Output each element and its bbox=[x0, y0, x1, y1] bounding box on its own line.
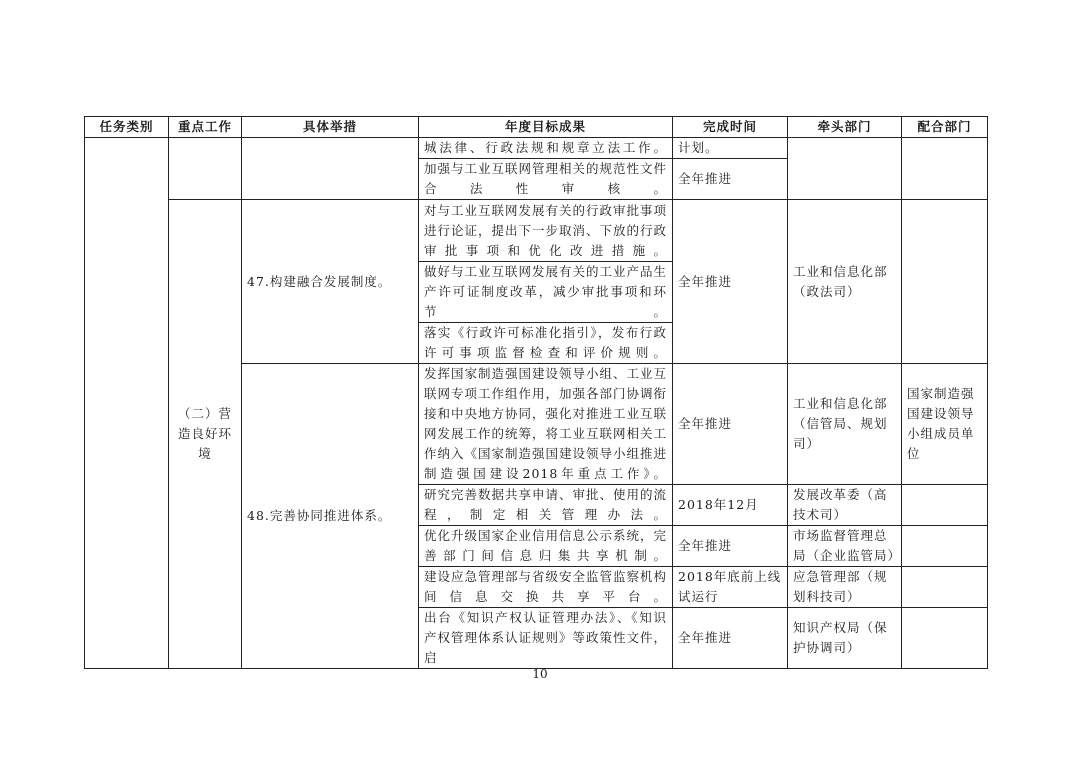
goal-cell: 发挥国家制造强国建设领导小组、工业互联网专项工作组作用，加强各部门协调衔接和中央地方协同，强化对推进工业互联网发展工作的统筹，将工业互联网相关工作纳入《国家制造强国建设领导小组推进制造强国建设2018年重点工作》。 bbox=[419, 364, 673, 485]
header-completion-time: 完成时间 bbox=[673, 117, 788, 138]
measure-47-cell: 47.构建融合发展制度。 bbox=[242, 200, 419, 364]
table-header-row bbox=[85, 117, 988, 138]
header-specific-measures: 具体举措 bbox=[242, 117, 419, 138]
lead-cell: 发展改革委（高技术司） bbox=[788, 485, 902, 526]
measure-cell bbox=[242, 138, 419, 200]
coop-cell bbox=[902, 608, 988, 669]
time-cell: 全年推进 bbox=[673, 200, 788, 364]
goal-cell: 城法律、行政法规和规章立法工作。 bbox=[419, 138, 673, 159]
goal-cell: 出台《知识产权认证管理办法》、《知识产权管理体系认证规则》等政策性文件，启 bbox=[419, 608, 673, 669]
goal-cell: 做好与工业互联网发展有关的工业产品生产许可证制度改革，减少审批事项和环节。 bbox=[419, 262, 673, 323]
lead-cell: 工业和信息化部（政法司） bbox=[788, 200, 902, 364]
time-cell: 全年推进 bbox=[673, 364, 788, 485]
coop-cell: 国家制造强国建设领导小组成员单位 bbox=[902, 364, 988, 485]
key-work-cell-environment: （二）营造良好环境 bbox=[169, 200, 242, 669]
header-annual-goals: 年度目标成果 bbox=[419, 117, 673, 138]
goal-cell: 对与工业互联网发展有关的行政审批事项进行论证，提出下一步取消、下放的行政审批事项和优化改进措施。 bbox=[419, 200, 673, 262]
time-cell: 全年推进 bbox=[673, 608, 788, 669]
measure-48-cell: 48.完善协同推进体系。 bbox=[242, 364, 419, 669]
table-row bbox=[85, 200, 988, 262]
lead-cell: 市场监督管理总局（企业监管局） bbox=[788, 526, 902, 567]
coop-cell bbox=[902, 485, 988, 526]
goal-cell: 建设应急管理部与省级安全监管监察机构间信息交换共享平台。 bbox=[419, 567, 673, 608]
lead-cell: 工业和信息化部（信管局、规划司） bbox=[788, 364, 902, 485]
lead-cell bbox=[788, 138, 902, 200]
header-key-work: 重点工作 bbox=[169, 117, 242, 138]
coop-cell bbox=[902, 526, 988, 567]
time-cell: 全年推进 bbox=[673, 159, 788, 200]
category-cell bbox=[85, 138, 169, 669]
goal-cell: 加强与工业互联网管理相关的规范性文件合法性审核。 bbox=[419, 159, 673, 200]
table-row bbox=[85, 138, 988, 159]
coop-cell bbox=[902, 200, 988, 364]
goal-cell: 研究完善数据共享申请、审批、使用的流程，制定相关管理办法。 bbox=[419, 485, 673, 526]
task-table bbox=[84, 116, 988, 669]
coop-cell bbox=[902, 138, 988, 200]
header-lead-department: 牵头部门 bbox=[788, 117, 902, 138]
key-work-cell bbox=[169, 138, 242, 200]
lead-cell: 应急管理部（规划科技司） bbox=[788, 567, 902, 608]
time-cell: 全年推进 bbox=[673, 526, 788, 567]
header-task-category: 任务类别 bbox=[85, 117, 169, 138]
time-cell: 2018年底前上线试运行 bbox=[673, 567, 788, 608]
goal-cell: 落实《行政许可标准化指引》，发布行政许可事项监督检查和评价规则。 bbox=[419, 323, 673, 364]
time-cell: 计划。 bbox=[673, 138, 788, 159]
page-number: 10 bbox=[532, 667, 548, 681]
time-cell: 2018年12月 bbox=[673, 485, 788, 526]
goal-cell: 优化升级国家企业信用信息公示系统，完善部门间信息归集共享机制。 bbox=[419, 526, 673, 567]
lead-cell: 知识产权局（保护协调司） bbox=[788, 608, 902, 669]
header-cooperating-department: 配合部门 bbox=[902, 117, 988, 138]
coop-cell bbox=[902, 567, 988, 608]
